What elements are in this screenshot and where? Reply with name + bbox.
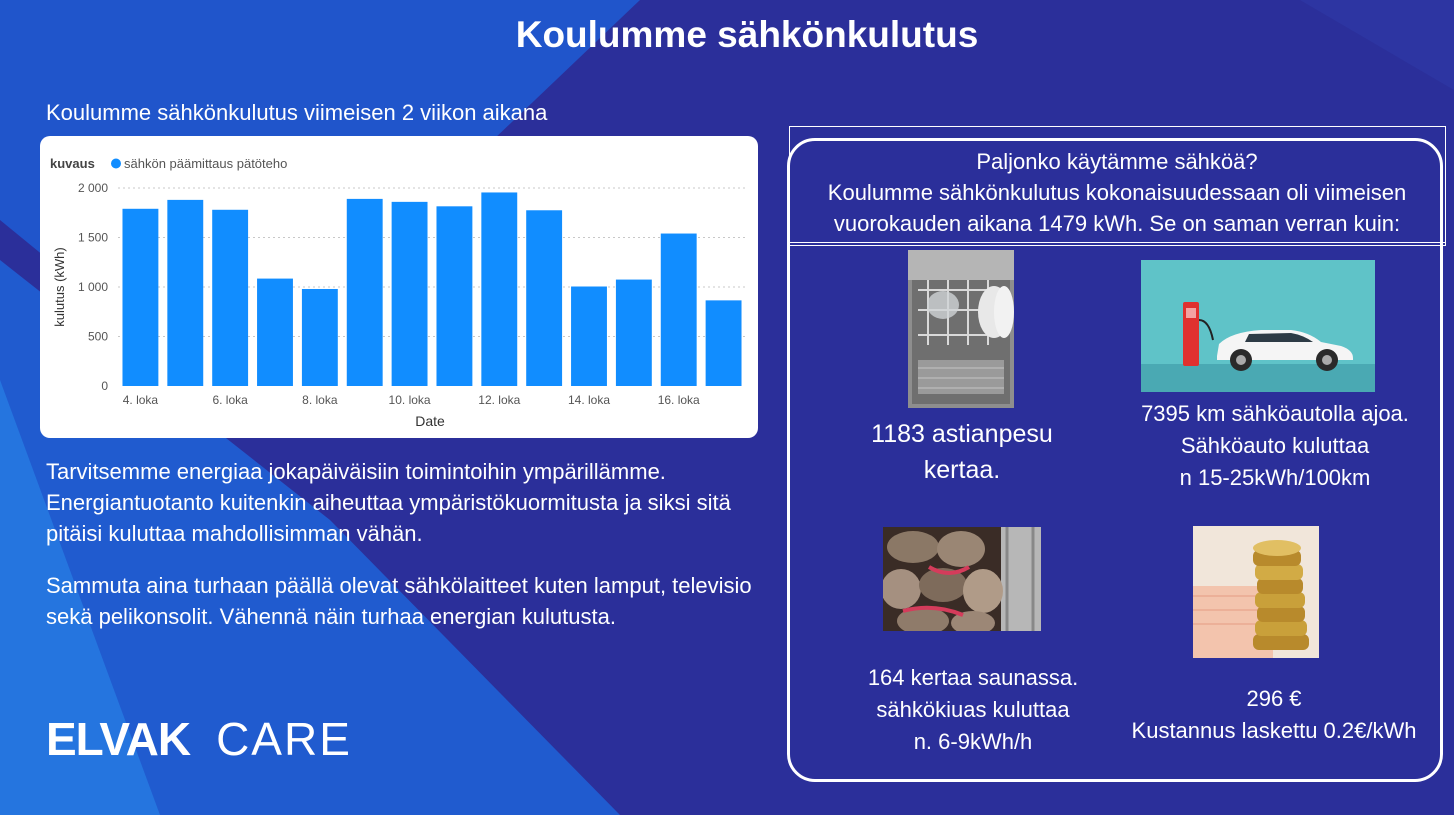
y-axis-label: kulutus (kWh): [52, 247, 67, 327]
logo-product: CARE: [216, 713, 352, 765]
tile-sauna-line-2: sähkökiuas kuluttaa: [876, 697, 1070, 722]
bar-8[interactable]: [436, 206, 472, 386]
bar-6[interactable]: [347, 199, 383, 386]
x-axis-label: Date: [415, 413, 445, 429]
dishwasher-photo: [908, 250, 1014, 408]
bar-12[interactable]: [616, 280, 652, 386]
tile-dishwasher-line-2: kertaa.: [923, 456, 1001, 484]
bar-chart: [40, 136, 758, 438]
info-line-2: Koulumme sähkönkulutus kokonaisuudessaan oli viimeisen: [827, 180, 1407, 205]
x-tick-label: 4. loka: [122, 393, 159, 407]
legend-marker: [111, 159, 121, 169]
tile-cost-line-2: Kustannus laskettu 0.2€/kWh: [1131, 718, 1417, 743]
logo: [46, 712, 352, 766]
logo-brand: ELVAK: [46, 713, 191, 765]
tile-cost-text: [1110, 683, 1438, 747]
y-tick-label: 0: [101, 379, 108, 393]
x-tick-label: 12. loka: [478, 393, 521, 407]
sauna-stones-photo: [883, 527, 1041, 631]
coins-photo: [1193, 526, 1319, 658]
x-tick-label: 8. loka: [302, 393, 338, 407]
bar-10[interactable]: [526, 210, 562, 386]
tile-dishwasher-text: [830, 416, 1094, 488]
bar-11[interactable]: [571, 287, 607, 386]
tile-dishwasher-line-1: 1183 astianpesu: [871, 420, 1053, 448]
bar-13[interactable]: [661, 234, 697, 386]
x-tick-label: 14. loka: [567, 393, 611, 407]
tile-sauna-line-3: n. 6-9kWh/h: [913, 729, 1033, 754]
bar-9[interactable]: [481, 192, 517, 386]
electric-car-photo: [1141, 260, 1375, 392]
bar-5[interactable]: [302, 289, 338, 386]
paragraph-energy: Tarvitsemme energiaa jokapäiväisiin toimintoihin ympärillämme. Energiantuotanto kuitenkin aiheuttaa ympäristökuormitusta ja siksi sitä pitäisi kuluttaa mahdollisimman vähän.: [46, 459, 731, 546]
bar-14[interactable]: [706, 300, 742, 386]
info-line-3: vuorokauden aikana 1479 kWh. Se on saman verran kuin:: [833, 211, 1401, 236]
chart-card: [40, 136, 758, 438]
legend-title: kuvaus: [50, 156, 95, 171]
legend-series-label: sähkön päämittaus pätöteho: [124, 156, 288, 171]
tile-car-line-3: n 15-25kWh/100km: [1179, 465, 1371, 490]
y-tick-label: 1 500: [77, 230, 108, 245]
paragraph-tip: Sammuta aina turhaan päällä olevat sähkölaitteet kuten lamput, televisio sekä pelikonsolit. Vähennä näin turhaa energian kulutusta.: [46, 573, 752, 629]
bar-4[interactable]: [257, 279, 293, 386]
tile-car-line-2: Sähköauto kuluttaa: [1180, 433, 1370, 458]
bar-2[interactable]: [167, 200, 203, 386]
tile-car-line-1: 7395 km sähköautolla ajoa.: [1141, 401, 1409, 426]
tile-sauna-text: [840, 662, 1106, 758]
tile-car-text: [1110, 398, 1440, 494]
info-question: Paljonko käytämme sähköä?: [976, 149, 1258, 174]
bar-7[interactable]: [392, 202, 428, 386]
y-tick-label: 2 000: [77, 181, 108, 195]
y-tick-label: 500: [87, 329, 108, 344]
x-tick-label: 6. loka: [212, 393, 248, 407]
bar-1[interactable]: [122, 209, 158, 386]
x-tick-label: 10. loka: [388, 393, 431, 407]
chart-heading: Koulumme sähkönkulutus viimeisen 2 viikon aikana: [46, 100, 548, 125]
tile-sauna-line-1: 164 kertaa saunassa.: [867, 665, 1079, 690]
bar-3[interactable]: [212, 210, 248, 386]
info-divider: [789, 242, 1446, 243]
y-tick-label: 1 000: [77, 280, 108, 294]
x-tick-label: 16. loka: [657, 393, 700, 407]
info-header: [790, 146, 1444, 239]
tile-cost-line-1: 296 €: [1246, 686, 1302, 711]
page-title: Koulumme sähkönkulutus: [515, 14, 979, 55]
